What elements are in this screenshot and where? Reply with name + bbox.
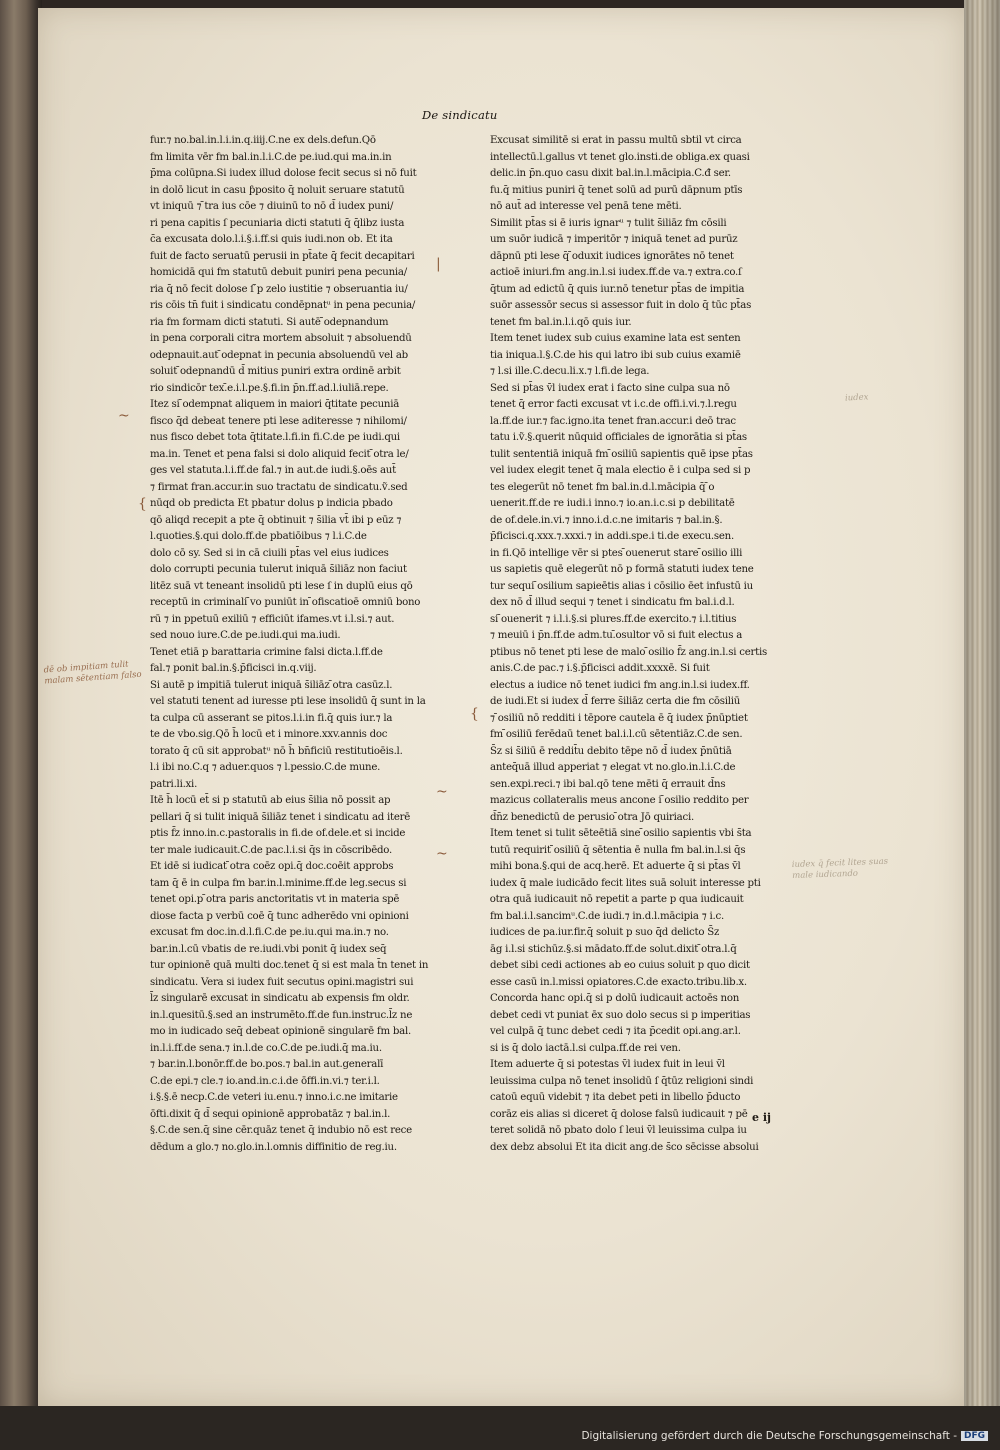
right-column-line: delic.in p̄n.quo casu dixit bal.in.l.mācipia.C.đ ser. xyxy=(490,168,731,179)
right-column-line: anteq̄uā illud apperiat ⁊ elegat vt no.glo.in.l.i.C.de xyxy=(490,762,736,773)
right-column-line: tulit sententiā iniquā fm ̄osiliū sapientis quē ipse pt̄as xyxy=(490,448,753,460)
right-column-line: tenet q̄ error facti excusat vt i.c.de offi.i.vi.⁊.l.regu xyxy=(490,399,737,410)
credit-text: Digitalisierung gefördert durch die Deutsche Forschungsgemeinschaft - xyxy=(581,1430,957,1442)
right-column-line: Concorda hanc opi.q̄ si p dolū iudicauit actoēs non xyxy=(490,993,740,1004)
left-column-line: C.de epi.⁊ cle.⁊ io.and.in.c.i.de ōffi.in.vi.⁊ ter.i.l. xyxy=(150,1075,380,1087)
left-column-line: vel statuti tenent ad iuresse pti lese insolidū q̄ sunt in la xyxy=(150,696,426,707)
right-column-line: tia iniqua.l.§.C.de his qui latro ibi sub cuius examiē xyxy=(490,349,741,361)
right-column-line: debet sibi cedi actiones ab eo cuius soluit p quo dicit xyxy=(490,960,750,971)
left-column-line: Si autē p impitiā tulerut iniquā s̄iliāz ̄otra casūz.l. xyxy=(150,679,393,691)
left-column-line: qō aliqd recepit a pte q̄ obtinuit ⁊ s̄ilia vt̄ ibi p eūz ⁊ xyxy=(150,514,402,526)
left-column-line: fisco q̄d debeat tenere pti lese aditeresse ⁊ nihilomi/ xyxy=(150,415,407,427)
left-column-line: ria fm formam dicti statuti. Si autē ̄odepnandum xyxy=(150,316,389,328)
left-column-line: rū ⁊ in ppetuū exiliū ⁊ efficiūt ifames.vt i.l.si.⁊ aut. xyxy=(150,613,395,625)
right-column-line: debet cedi vt puniat ēx suo dolo secus si p imperitias xyxy=(490,1009,751,1021)
margin-tick-mark: ~ xyxy=(436,846,448,862)
left-column-line: in.l.i.ff.de sena.⁊ in.l.de co.C.de pe.iudi.q̄ ma.iu. xyxy=(150,1042,382,1054)
dfg-logo: DFG xyxy=(961,1431,988,1441)
left-column-line: excusat fm doc.in.d.l.fi.C.de pe.iu.qui ma.in.⁊ no. xyxy=(150,927,389,938)
right-column-line: suōr assessōr secus si assessor fuit in dolo q̄ tūc pt̄as xyxy=(490,300,752,311)
left-column-line: pellari q̄ si tulit iniquā s̄iliāz tenet i sindicatu ad iterē xyxy=(150,811,411,823)
margin-note-right-upper: iudex xyxy=(844,392,869,404)
right-column-line: de of.dele.in.vi.⁊ inno.i.d.c.ne imitaris ⁊ bal.in.§. xyxy=(490,514,723,526)
right-column-line: Item tenet iudex sub cuius examine lata est senten xyxy=(490,333,741,344)
left-column-line: tenet opi.p ̄otra paris anctoritatis vt in materia spē xyxy=(150,894,400,905)
left-column-line: dolo corrupti pecunia tulerut iniquā s̄iliāz non faciut xyxy=(150,564,407,575)
right-column-line: us sapietis quē elegerūt nō p formā statuti iudex tene xyxy=(490,564,754,575)
right-column-line: mihi bona.§.qui de acq.herē. Et aduerte q̄ si pt̄as v̄l xyxy=(490,861,741,872)
left-column-line: Et idē si iudicat ̄otra coēz opi.q̄ doc.coēit approbs xyxy=(150,861,394,872)
left-column-line: ter male iudicauit.C.de pac.l.i.si q̄s in cōscribēdo. xyxy=(150,844,392,856)
left-column-line: dolo cō sy. Sed si in cā ciuili pt̄as vel eius iudices xyxy=(150,547,389,559)
previous-page-edge xyxy=(0,0,42,1450)
left-column-line: litēz suā vt teneant insolidū pti lese ſ in duplū eius qō xyxy=(150,580,413,592)
right-column-line: dāpnū pti lese q̄ ̄oduxit iudices ignorātes nō tenet xyxy=(490,250,734,262)
left-column-line: ges vel statuta.l.i.ff.de fal.⁊ in aut.de iudi.§.oēs aut̄ xyxy=(150,465,396,476)
right-column-line: Item tenet si tulit sēteētiā sine ̄osilio sapientis vbi s̄ta xyxy=(490,828,752,839)
right-column-line: mazicus collateralis meus ancone i ̄osilio reddito per xyxy=(490,795,749,806)
left-column-line: l.i ibi no.C.q ⁊ aduer.quos ⁊ l.pessio.C.de mune. xyxy=(150,762,381,773)
left-column-line: nūqd ob predicta Et pbatur dolus p indicia pbado xyxy=(150,498,393,509)
right-column-line: si ̄ouenerit ⁊ i.l.i.§.si plures.ff.de exercito.⁊ i.l.titius xyxy=(490,613,737,625)
margin-tick-mark: | xyxy=(436,256,441,272)
right-column-line: um suōr iudicā ⁊ imperitōr ⁊ iniquā tenet ad purūz xyxy=(490,234,738,245)
left-column-line: in dolō licut in casu ƥposito q̄ noluit seruare statutū xyxy=(150,184,405,196)
right-column-line: fu.q̄ mitius puniri q̄ tenet solū ad purū dāpnum ptīs xyxy=(490,184,743,196)
left-column-line: te de vbo.sig.Qō h̄ locū et i minore.xxv.annis doc xyxy=(150,729,388,740)
right-column-line: esse casū in.l.missi opiatores.C.de exacto.tribu.lib.x. xyxy=(490,976,747,988)
margin-note-right-lower: iudex q̄ fecit lites suas male iudicando xyxy=(791,856,889,882)
left-column-line: ri pena capitis ſ pecuniaria dicti statuti q̄ q̄libz iusta xyxy=(150,217,405,229)
right-column-line: vel culpā q̄ tunc debet cedi ⁊ ita p̄cedit opi.ang.ar.l. xyxy=(490,1026,741,1037)
left-column-line: in pena corporali citra mortem absoluit ⁊ absoluendū xyxy=(150,333,412,344)
footer-bar xyxy=(0,1406,1000,1450)
left-column-line: Tenet etiā p barattaria crimine falsi dicta.l.ff.de xyxy=(150,646,383,658)
right-text-column xyxy=(490,133,788,1156)
margin-note-left: dē ob impitiam tulit malam sētentiam falso xyxy=(43,659,142,687)
left-column-line: vt iniquū ⁊ ̄tra ius cōe ⁊ diuinū to nō d̄ iudex puni/ xyxy=(150,201,394,212)
margin-tick-mark: ~ xyxy=(436,784,448,800)
left-column-line: fur.⁊ no.bal.in.l.i.in.q.iiij.C.ne ex dels.defun.Qō xyxy=(150,135,376,146)
right-column-line: āg i.l.si stichūz.§.si mādato.ff.de solut.dixit ̄otra.l.q̄ xyxy=(490,943,737,955)
right-column-line: corāz eis alias si diceret q̄ dolose falsū iudicauit ⁊ pē xyxy=(490,1108,748,1120)
right-column-line: tenet fm bal.in.l.i.qō quis iur. xyxy=(490,316,632,328)
left-column-line: tur opinionē quā multi doc.tenet q̄ si est mala t̄n tenet in xyxy=(150,960,429,971)
right-column-line: teret solidā nō pbato dolo ſ leui v̄l leuissima culpa iu xyxy=(490,1125,747,1136)
left-column-line: homicidā qui fm statutū debuit puniri pena pecunia/ xyxy=(150,267,407,278)
right-column-line: dex debz absolui Et ita dicit ang.de s̄co sēcisse absolui xyxy=(490,1141,759,1153)
right-column-line: catoū equū videbit ⁊ ita debet peti in libello p̄ducto xyxy=(490,1092,741,1103)
left-column-line: Itē h̄ locū et̄ si p statutū ab eius s̄ilia nō possit ap xyxy=(150,795,391,806)
right-column-line: p̄ficisci.q.xxx.⁊.xxxi.⁊ in addi.spe.i ti.de execu.sen. xyxy=(490,531,734,542)
right-column-line: electus a iudice nō tenet iudici fm ang.in.l.si iudex.ff. xyxy=(490,679,750,691)
margin-bracket-mark: { xyxy=(138,496,147,512)
left-column-line: ta culpa cū asserant se pitos.l.i.in fi.q̄ quis iur.⁊ la xyxy=(150,712,393,724)
left-column-line: sindicatu. Vera si iudex fuit secutus opini.magistri sui xyxy=(150,976,414,988)
right-column-line: actioē iniuri.fm ang.in.l.si iudex.ff.de va.⁊ extra.co.ſ xyxy=(490,267,742,278)
left-column-line: torato q̄ cū sit approbatᵘ nō h̄ bn̄ficiū restitutioēis.l. xyxy=(150,745,403,757)
margin-tick-mark: ~ xyxy=(118,408,130,424)
digitization-credit xyxy=(581,1430,988,1442)
right-column-line: nō aut̄ ad interesse vel penā tene mēti. xyxy=(490,201,682,212)
right-column-line: iudices de pa.iur.fir.q̄ soluit p suo q̄d delicto S̄z xyxy=(490,927,720,938)
right-column-line: tatu i.ṽ.§.querit nūquid officiales de ignorātia si pt̄as xyxy=(490,432,747,443)
right-column-line: fm bal.i.l.sancimᵘ.C.de iudi.⁊ in.d.l.mācipia ⁊ i.c. xyxy=(490,910,724,922)
right-column-line: in fi.Qō intellige vēr si ptes ̄ouenerut stare ̄osilio illi xyxy=(490,547,743,559)
left-column-line: fal.⁊ ponit bal.in.§.p̄ficisci in.q.viij. xyxy=(150,663,317,674)
left-column-line: receptū in criminali ̄vo puniūt in ̄ofiscatioē omniū bono xyxy=(150,597,421,608)
right-column-line: Excusat similitē si erat in passu multū sbtil vt circa xyxy=(490,135,742,146)
left-column-line: dēdum a glo.⁊ no.glo.in.l.omnis diffinitio de reg.iu. xyxy=(150,1141,397,1153)
left-column-line: l̄z singularē excusat in sindicatu ab expensis fm oldr. xyxy=(150,993,410,1004)
margin-bracket-mark: { xyxy=(470,706,479,722)
left-column-line: ria q̄ nō fecit dolose ſ ̄p zelo iustitie ⁊ obseruantia iu/ xyxy=(150,283,408,295)
right-column-line: uenerit.ff.de re iudi.i inno.⁊ io.an.i.c.si p debilitatē xyxy=(490,498,735,509)
left-column-line: l.quoties.§.qui dolo.ff.de pbatiōibus ⁊ l.i.C.de xyxy=(150,531,367,542)
right-column-line: Item aduerte q̄ si potestas v̄l iudex fuit in leui v̄l xyxy=(490,1059,725,1070)
left-column-line: ptis f̄z inno.in.c.pastoralis in fi.de of.dele.et si incide xyxy=(150,828,406,839)
left-column-line: fm limita vēr fm bal.in.l.i.C.de pe.iud.qui ma.in.in xyxy=(150,151,392,163)
running-title: De sindicatu xyxy=(422,108,498,122)
right-column-line: intellectū.l.gallus vt tenet glo.insti.de obliga.ex quasi xyxy=(490,151,750,163)
right-column-line: fm ̄osiliū ferēdaū tenet bal.i.l.cū sētentiāz.C.de sen. xyxy=(490,729,743,740)
right-column-line: la.ff.de iur.⁊ fac.igno.ita tenet fran.accur.i deō trac xyxy=(490,415,736,427)
left-column-line: ⁊ bar.in.l.bonōr.ff.de bo.pos.⁊ bal.in aut.generalī xyxy=(150,1059,384,1070)
left-text-column xyxy=(150,133,448,1156)
right-column-line: sen.expi.reci.⁊ ibi bal.qō tene mēti q̄ errauit d̄ns xyxy=(490,778,726,790)
signature-mark: e ij xyxy=(752,1111,771,1124)
left-column-line: c̄a excusata dolo.l.i.§.i.ff.si quis iudi.non ob. Et ita xyxy=(150,234,393,245)
left-column-line: bar.in.l.cū vbatis de re.iudi.vbi ponit q̄ iudex seq̄ xyxy=(150,943,387,955)
left-column-line: §.C.de sen.q̄ sine cēr.quāz tenet q̄ indubio nō est rece xyxy=(150,1125,412,1136)
right-column-line: anis.C.de pac.⁊ i.§.p̄ficisci addit.xxxxē. Si fuit xyxy=(490,663,710,674)
right-column-line: vel iudex elegit tenet q̄ mala electio ē i culpa sed si p xyxy=(490,465,751,476)
left-column-line: ma.in. Tenet et pena falsi si dolo aliquid fecit ̄otra le/ xyxy=(150,448,409,460)
left-column-line: ̄odepnauit.aut ̄odepnat in pecunia absoluendū vel ab xyxy=(150,349,408,361)
right-column-line: de iudi.Et si iudex d̄ ferre s̄iliāz certa die fm cōsiliū xyxy=(490,696,741,707)
left-column-line: ris cōis tn̄ fuit i sindicatu condēpnatᵘ in pena pecunia/ xyxy=(150,300,416,311)
left-column-line: Itez si ̄odempnat aliquem in maiori q̄titate pecuniā xyxy=(150,399,400,410)
right-column-line: tur sequi ̄osilium sapieētis alias i cōsilio ēet infustū iu xyxy=(490,580,753,592)
left-column-line: fuit de facto seruatū perusii in pt̄ate q̄ fecit decapitari xyxy=(150,250,415,262)
right-column-line: ⁊ meuiū i p̄n.ff.de adm.tu.̄osultor vō si fuit electus a xyxy=(490,630,743,641)
right-column-line: dex nō d̄ illud sequi ⁊ tenet i sindicatu fm bal.i.d.l. xyxy=(490,597,735,608)
right-column-line: d̄n̄z benedictū de perusio ̄otra Jō quiriaci. xyxy=(490,811,694,823)
right-column-line: S̄z si s̄iliū ē reddit̄u debito tēpe nō d̄ iudex p̄nūtiā xyxy=(490,745,732,757)
right-column-line: leuissima culpa nō tenet insolidū ſ q̄tūz religioni sindi xyxy=(490,1075,754,1087)
right-column-line: ptibus nō tenet pti lese de malo ̄osilio f̄z ang.in.l.si certis xyxy=(490,646,767,658)
left-column-line: i.§.§.ē necp.C.de veteri iu.enu.⁊ inno.i.c.ne imitarie xyxy=(150,1092,398,1103)
left-column-line: sed nouo iure.C.de pe.iudi.qui ma.iudi. xyxy=(150,630,341,641)
left-column-line: in.l.quesitū.§.sed an instrumēto.ff.de fun.instruc.l̄z ne xyxy=(150,1009,413,1021)
left-column-line: patri.li.xi. xyxy=(150,778,198,790)
left-column-line: tam q̄ ē in culpa fm bar.in.l.minime.ff.de leg.secus si xyxy=(150,877,407,889)
left-column-line: rio sindicōr tex.̄e.i.l.pe.§.fi.in p̄n.ff.ad.l.iuliā.repe. xyxy=(150,382,389,394)
left-column-line: ōfti.dixit q̄ d̄ sequi opinionē approbatāz ⁊ bal.in.l. xyxy=(150,1108,391,1120)
right-column-line: q̄tum ad edictū q̄ quis iur.nō tenetur pt̄as de impitia xyxy=(490,283,745,295)
left-column-line: mo in iudicado seq̄ debeat opinionē singularē fm bal. xyxy=(150,1026,411,1037)
left-column-line: nus fisco debet tota q̄titate.l.fi.in fi.C.de pe iudi.qui xyxy=(150,432,400,443)
left-column-line: soluit ̄odepnandū d̄ mitius puniri extra ordinē arbit xyxy=(150,366,401,377)
left-column-line: ⁊ firmat fran.accur.in suo tractatu de sindicatu.ṽ.sed xyxy=(150,481,408,493)
right-column-line: si is q̄ dolo iactā.l.si culpa.ff.de rei ven. xyxy=(490,1042,681,1054)
left-column-line: p̄ma colūpna.Si iudex illud dolose fecit secus si nō fuit xyxy=(150,168,417,179)
right-column-line: ⁊ ̄osiliū nō redditi i tēpore cautela ē q̄ iudex p̄nūptiet xyxy=(490,712,748,724)
right-column-line: ⁊ l.si ille.C.decu.li.x.⁊ l.fi.de lega. xyxy=(490,366,650,377)
right-column-line: Similit pt̄as si ē iuris ignarᵘ ⁊ tulit s̄iliāz fm cōsili xyxy=(490,217,727,229)
right-column-line: ̄otra quā iudicauit nō repetit a parte p qua iudicauit xyxy=(490,894,744,905)
left-column-line: diose facta p verbū coē q̄ tunc adherēdo vni opinioni xyxy=(150,910,409,922)
right-column-line: tutū requirit ̄osiliū q̄ sētentia ē nulla fm bal.in.l.si q̄s xyxy=(490,844,746,856)
right-column-line: Sed si pt̄as v̄l iudex erat i facto sine culpa sua nō xyxy=(490,382,730,394)
right-column-line: iudex q̄ male iudicādo fecit lites suā soluit interesse pti xyxy=(490,877,761,889)
page-stack-shadow xyxy=(964,0,1000,1406)
right-column-line: tes elegerūt nō tenet fm bal.in.d.l.mācipia q̄ ̄o xyxy=(490,481,715,493)
